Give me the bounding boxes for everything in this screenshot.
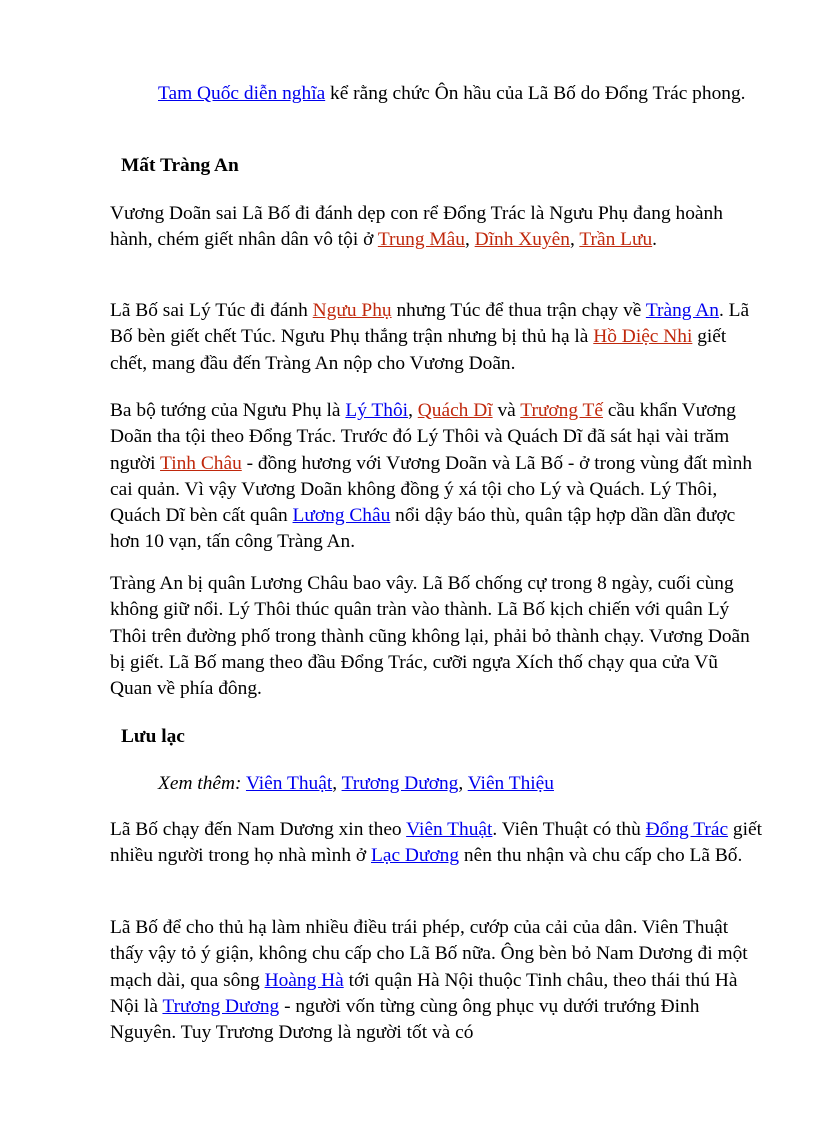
link-luong-chau[interactable]: Lương Châu (292, 505, 391, 527)
link-truong-te[interactable]: Trương Tế (520, 400, 604, 421)
paragraph-2: Lã Bố sai Lý Túc đi đánh Ngưu Phụ nhưng Túc để thua trận chạy về Tràng An. Lã Bố bèn giết chết Túc. Ngưu Phụ thắng trận nhưng bị thủ hạ là Hồ Diệc Nhi giết chết, mang đầu đến Tràng An nộp cho Vương Doãn. (110, 300, 750, 374)
see-also-line: Xem thêm: Viên Thuật, Trương Dương, Viên Thiệu (158, 773, 554, 794)
see-also-label: Xem thêm: (158, 773, 242, 794)
link-vien-thieu[interactable]: Viên Thiệu (467, 773, 554, 794)
link-ho-diec-nhi[interactable]: Hồ Diệc Nhi (593, 326, 693, 348)
link-quach-di[interactable]: Quách Dĩ (417, 400, 493, 421)
link-dinh-xuyen[interactable]: Dĩnh Xuyên (474, 229, 570, 251)
link-tinh-chau[interactable]: Tinh Châu (160, 452, 242, 474)
link-truong-duong-2[interactable]: Trương Dương (162, 995, 280, 1017)
link-trung-mau[interactable]: Trung Mâu (377, 229, 465, 251)
section-title-mat-trang-an: Mất Tràng An (121, 155, 239, 176)
paragraph-5: Lã Bố chạy đến Nam Dương xin theo Viên Thuật. Viên Thuật có thù Đổng Trác giết nhiều người trong họ nhà mình ở Lạc Dương nên thu nhận và chu cấp cho Lã Bố. (110, 819, 762, 867)
link-truong-duong[interactable]: Trương Dương (341, 773, 459, 794)
intro-paragraph: Tam Quốc diễn nghĩa kể rằng chức Ôn hầu của Lã Bố do Đổng Trác phong. (158, 83, 746, 104)
link-dong-trac[interactable]: Đổng Trác (645, 819, 729, 840)
link-vien-thuat[interactable]: Viên Thuật (245, 773, 333, 794)
link-nguu-phu[interactable]: Ngưu Phụ (312, 300, 392, 321)
link-ly-thoi[interactable]: Lý Thôi (345, 400, 409, 421)
link-vien-thuat-2[interactable]: Viên Thuật (406, 819, 493, 840)
section-title-luu-lac: Lưu lạc (121, 726, 185, 747)
link-tam-quoc-dien-nghia[interactable]: Tam Quốc diễn nghĩa (158, 83, 326, 104)
link-lac-duong[interactable]: Lạc Dương (371, 845, 460, 867)
link-hoang-ha[interactable]: Hoàng Hà (264, 969, 344, 991)
link-tran-luu[interactable]: Trần Lưu (579, 229, 653, 251)
link-trang-an[interactable]: Tràng An (645, 300, 719, 321)
paragraph-3: Ba bộ tướng của Ngưu Phụ là Lý Thôi, Quách Dĩ và Trương Tế cầu khẩn Vương Doãn tha tội theo Đổng Trác. Trước đó Lý Thôi và Quách Dĩ đã sát hại vài trăm người Tinh Châu - đồng hương với Vương Doãn và Lã Bố - ở trong vùng đất mình cai quản. Vì vậy Vương Doãn không đồng ý xá tội cho Lý và Quách. Lý Thôi, Quách Dĩ bèn cất quân Lương Châu nổi dậy báo thù, quân tập hợp dần dần được hơn 10 vạn, tấn công Tràng An. (110, 400, 753, 553)
paragraph-6: Lã Bố để cho thủ hạ làm nhiều điều trái phép, cướp của cải của dân. Viên Thuật thấy vậy tỏ ý giận, không chu cấp cho Lã Bố nữa. Ông bèn bỏ Nam Dương đi một mạch dài, qua sông Hoàng Hà tới quận Hà Nội thuộc Tinh châu, theo thái thú Hà Nội là Trương Dương - người vốn từng cùng ông phục vụ dưới trướng Đinh Nguyên. Tuy Trương Dương là người tốt và có (110, 917, 748, 1044)
paragraph-4: Tràng An bị quân Lương Châu bao vây. Lã Bố chống cự trong 8 ngày, cuối cùng không giữ nổi. Lý Thôi thúc quân tràn vào thành. Lã Bố kịch chiến với quân Lý Thôi trên đường phố trong thành cũng không lại, phải bỏ thành chạy. Vương Doãn bị giết. Lã Bố mang theo đầu Đổng Trác, cưỡi ngựa Xích thố chạy qua cửa Vũ Quan về phía đông. (110, 573, 750, 700)
paragraph-1: Vương Doãn sai Lã Bố đi đánh dẹp con rể Đổng Trác là Ngưu Phụ đang hoành hành, chém giết nhân dân vô tội ở Trung Mâu, Dĩnh Xuyên, Trần Lưu. (110, 203, 723, 251)
